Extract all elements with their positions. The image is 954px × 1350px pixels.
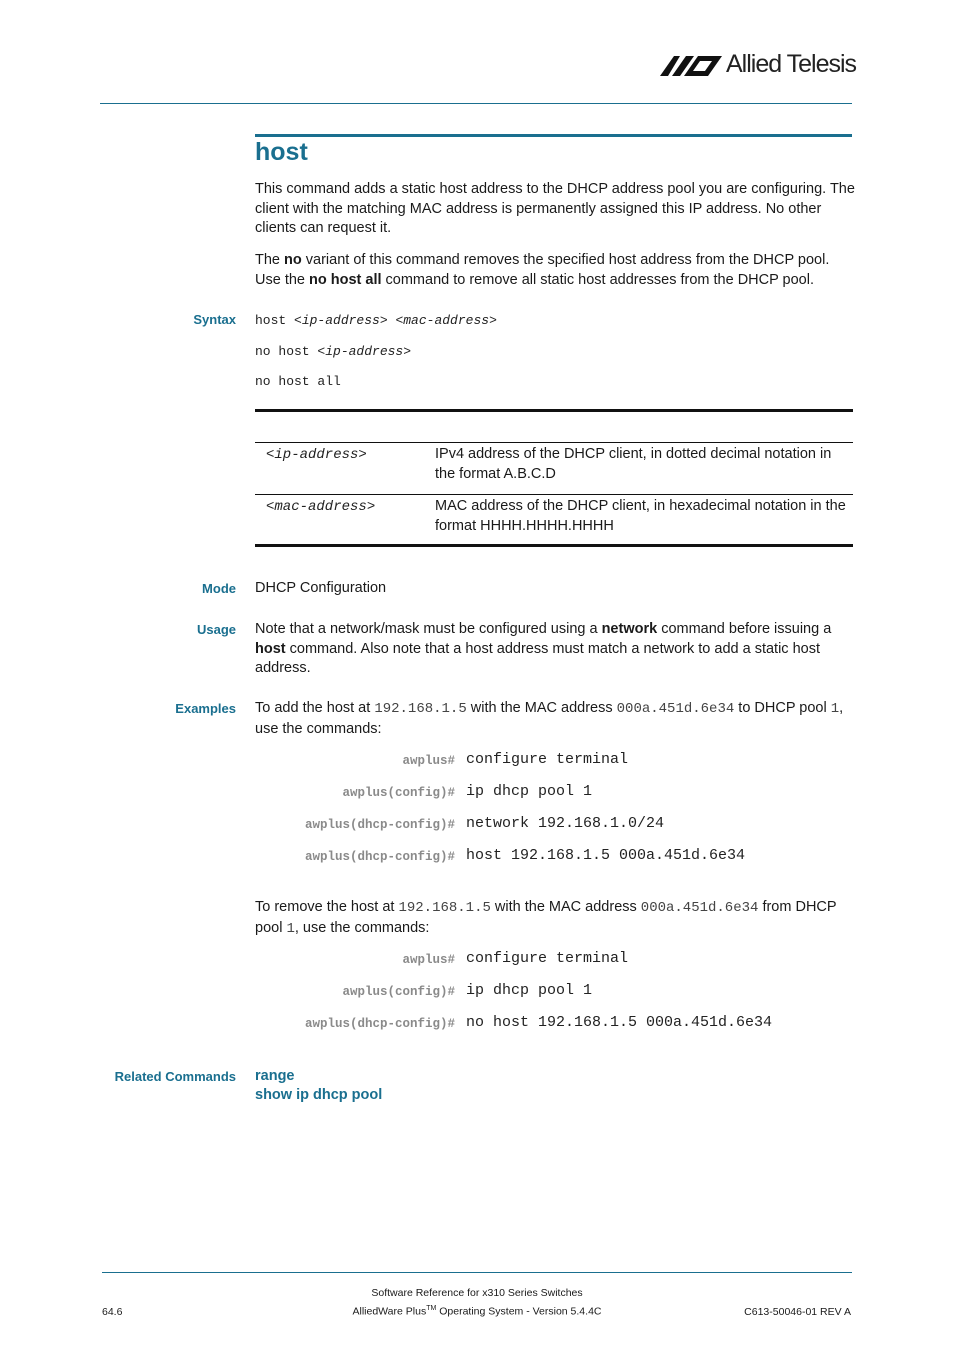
cli-prompt: awplus(dhcp-config)# — [304, 1017, 455, 1031]
cli-prompt: awplus# — [402, 754, 455, 768]
cli-command: configure terminal — [466, 751, 629, 768]
related-link-show-ip-dhcp-pool[interactable]: show ip dhcp pool — [255, 1087, 383, 1103]
cli-prompt: awplus(dhcp-config)# — [304, 850, 455, 864]
param-name: <mac-address> — [266, 499, 376, 515]
syntax-line: no host <ip-address> — [255, 344, 412, 359]
param-description: MAC address of the DHCP client, in hexadecimal notation in the format HHHH.HHHH.HHHH — [435, 498, 846, 534]
cli-command: ip dhcp pool 1 — [466, 982, 593, 999]
cli-prompt: awplus(config)# — [342, 786, 455, 800]
cli-command: no host 192.168.1.5 000a.451d.6e34 — [466, 1014, 773, 1031]
footer-version: AlliedWare Plus™ Operating System - Version 5.4.4C — [352, 1305, 602, 1318]
title-rule — [255, 134, 852, 137]
mode-value: DHCP Configuration — [255, 580, 387, 596]
table-rule — [255, 494, 853, 495]
usage-label: Usage — [196, 622, 236, 637]
param-name: <ip-address> — [266, 447, 367, 463]
footer-rule — [102, 1272, 852, 1273]
syntax-label: Syntax — [193, 312, 236, 327]
intro-paragraph-1: This command adds a static host address to the DHCP address pool you are configuring. The client with the matching MAC address is permanently assigned this IP address. No other clients can request it. — [255, 181, 855, 236]
cli-prompt: awplus(config)# — [342, 985, 455, 999]
related-commands-label: Related Commands — [114, 1069, 236, 1084]
cli-command: host 192.168.1.5 000a.451d.6e34 — [466, 847, 746, 864]
allied-telesis-logo — [660, 50, 855, 80]
cli-command: configure terminal — [466, 950, 629, 967]
mode-label: Mode — [202, 581, 236, 596]
logo-mark-icon — [660, 52, 726, 78]
syntax-line: no host all — [255, 374, 341, 389]
usage-text: Note that a network/mask must be configured using a network command before issuing a host command. Also note that a host address must match a network to add a static host address. — [255, 621, 832, 676]
table-rule-bottom — [255, 544, 853, 547]
example-1-intro: To add the host at 192.168.1.5 with the MAC address 000a.451d.6e34 to DHCP pool 1, use the commands: — [255, 700, 844, 737]
cli-prompt: awplus(dhcp-config)# — [304, 818, 455, 832]
page-number: 64.6 — [102, 1306, 123, 1318]
document-id: C613-50046-01 REV A — [744, 1306, 851, 1318]
related-link-range[interactable]: range — [255, 1068, 295, 1084]
table-rule-top — [255, 409, 853, 412]
example-2-intro: To remove the host at 192.168.1.5 with the MAC address 000a.451d.6e34 from DHCP pool 1, use the commands: — [255, 899, 837, 937]
logo-text: Allied Telesis — [726, 50, 857, 78]
table-rule — [255, 442, 853, 443]
examples-label: Examples — [175, 701, 236, 716]
param-description: IPv4 address of the DHCP client, in dotted decimal notation in the format A.B.C.D — [435, 446, 832, 482]
footer-title: Software Reference for x310 Series Switches — [371, 1287, 583, 1299]
page-title: host — [255, 138, 308, 166]
header-rule — [100, 103, 852, 104]
intro-paragraph-2: The no variant of this command removes the specified host address from the DHCP pool. Use the no host all command to remove all static host addresses from the DHCP pool. — [255, 252, 830, 288]
syntax-line: host <ip-address> <mac-address> — [255, 313, 497, 328]
cli-command: network 192.168.1.0/24 — [466, 815, 665, 832]
cli-prompt: awplus# — [402, 953, 455, 967]
cli-command: ip dhcp pool 1 — [466, 783, 593, 800]
